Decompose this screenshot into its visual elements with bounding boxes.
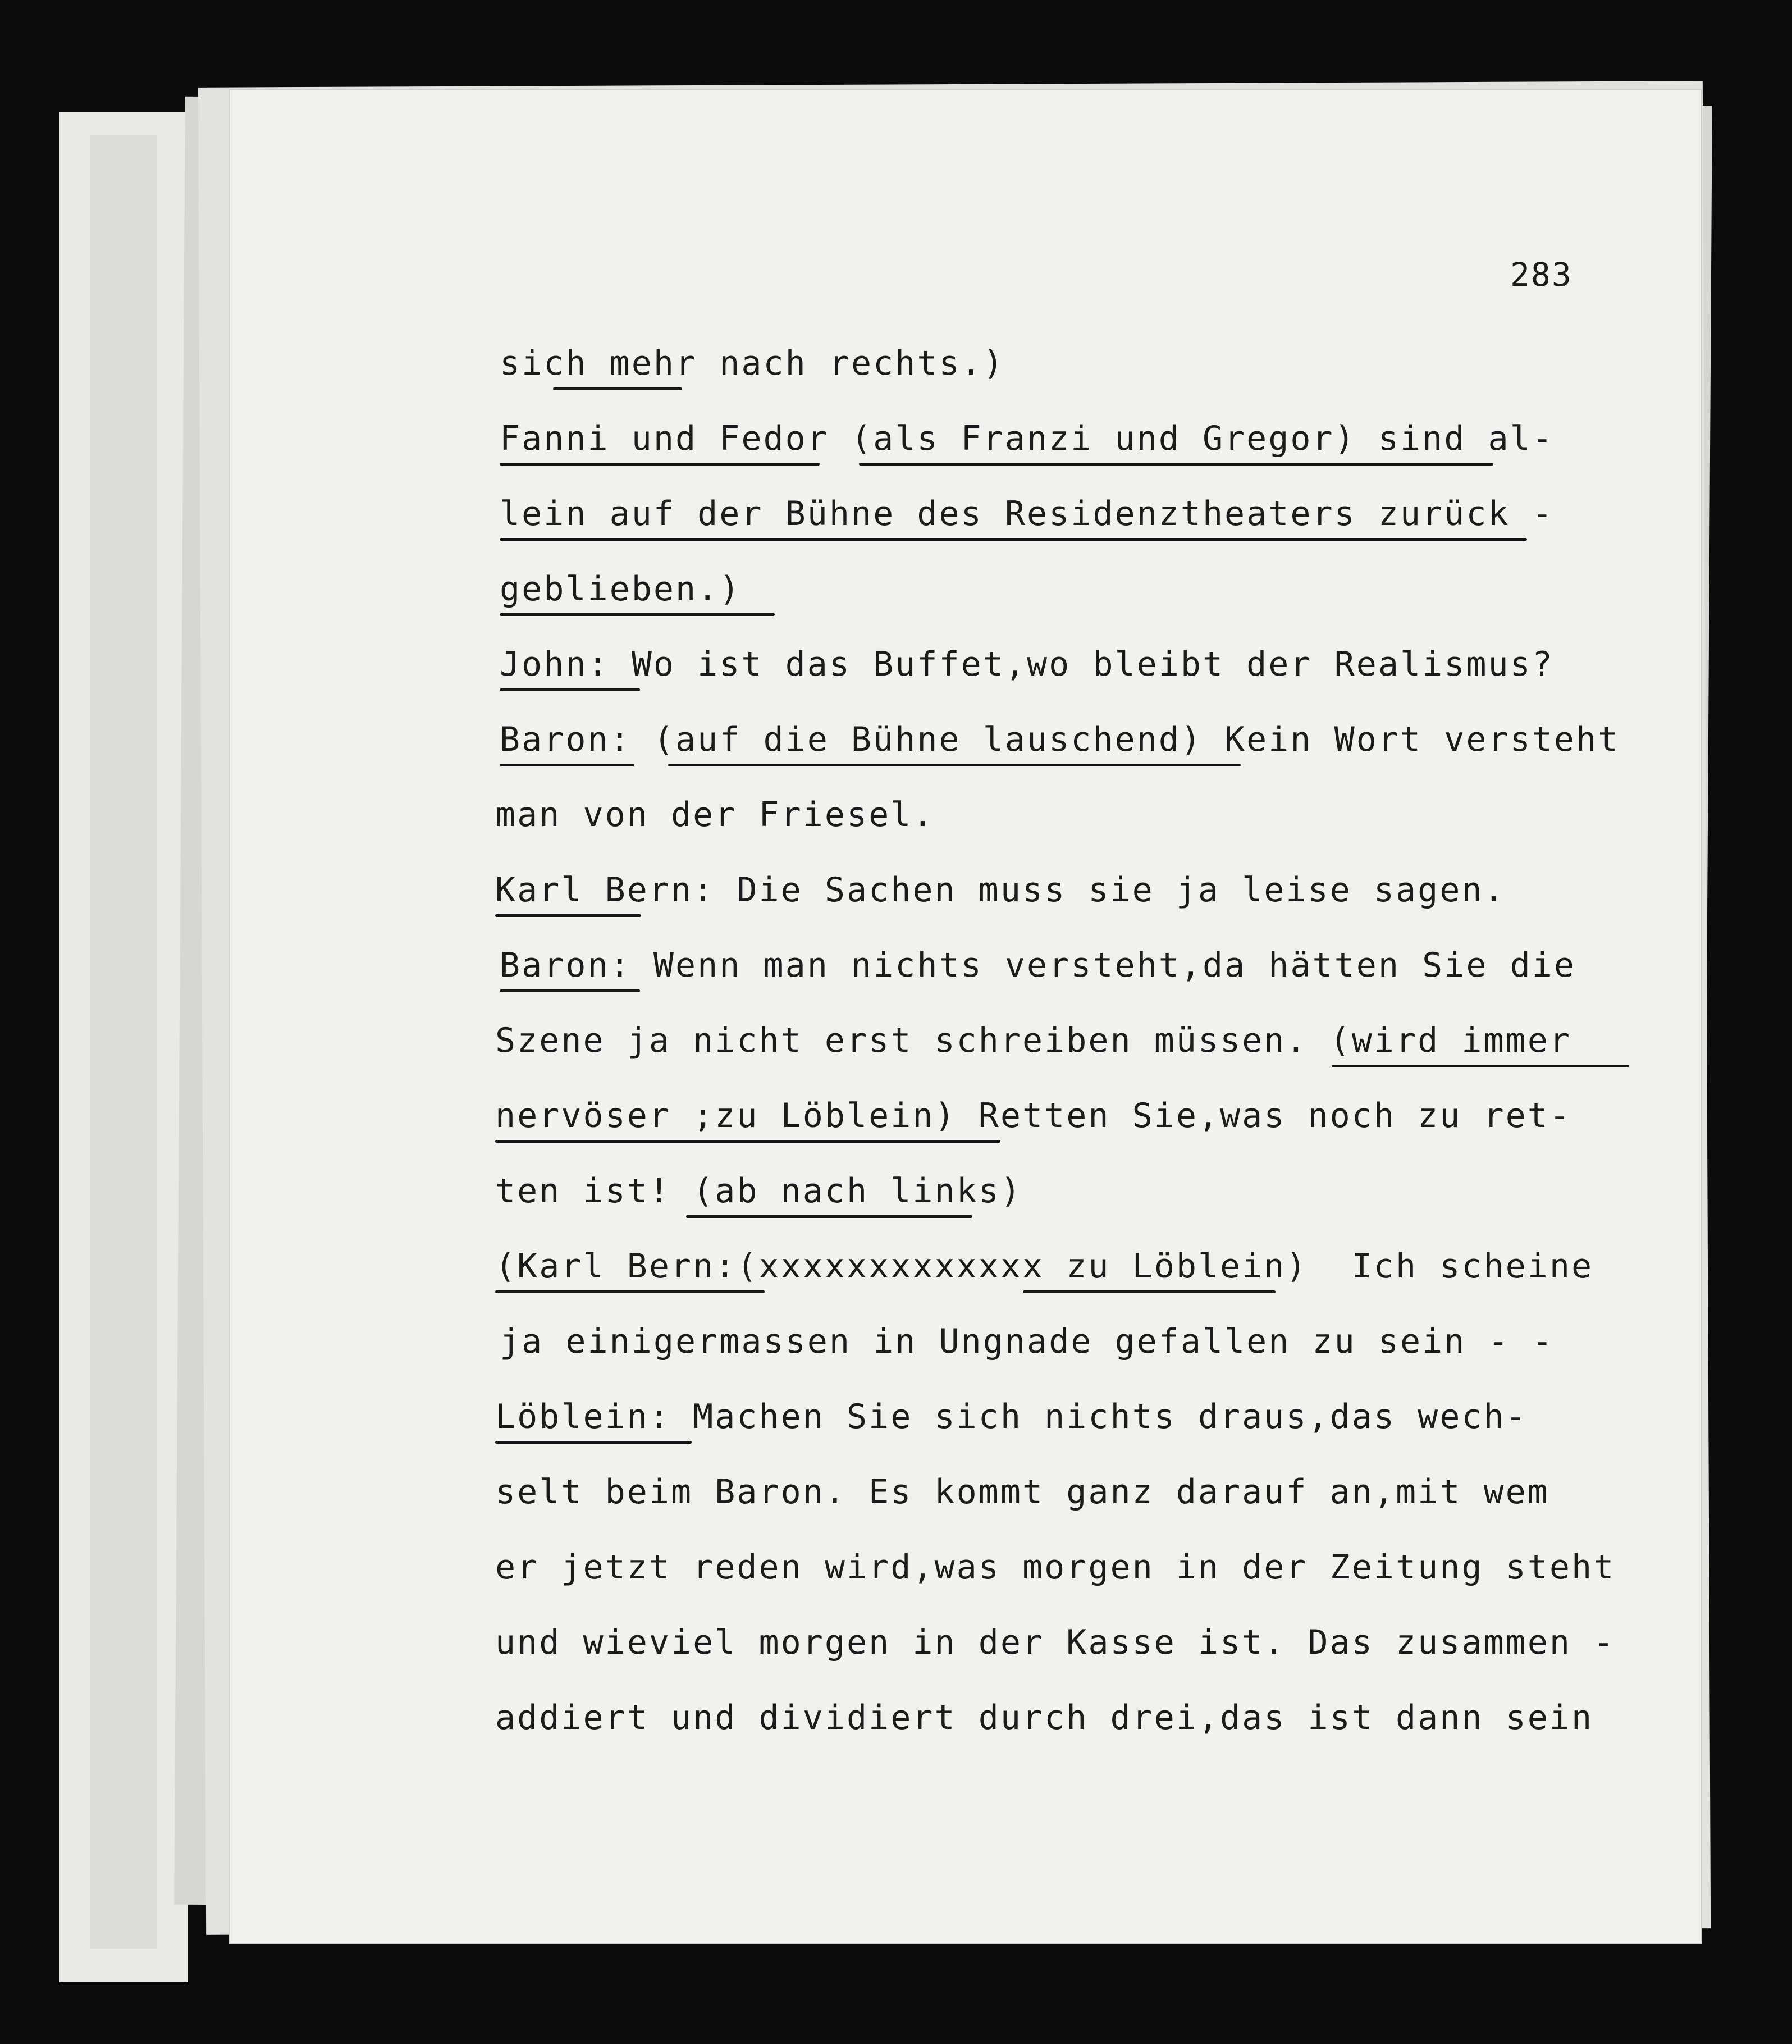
underline-mark	[686, 1215, 972, 1218]
text-line: nervöser ;zu Löblein) Retten Sie,was noch zu ret-	[495, 1078, 1690, 1153]
underline-mark	[500, 613, 775, 616]
underline-mark	[1023, 1290, 1276, 1293]
text-line: Baron: Wenn man nichts versteht,da hätten Sie die	[500, 928, 1690, 1003]
text-line: Szene ja nicht erst schreiben müssen. (wird immer	[495, 1003, 1690, 1078]
underline-mark	[500, 463, 820, 466]
underline-mark	[553, 387, 682, 390]
text-line: (Karl Bern:(xxxxxxxxxxxxx zu Löblein) Ich scheine	[495, 1229, 1690, 1304]
text-line: Karl Bern: Die Sachen muss sie ja leise sagen.	[495, 852, 1690, 928]
text-line: John: Wo ist das Buffet,wo bleibt der Realismus?	[500, 627, 1690, 702]
underline-mark	[500, 764, 634, 766]
text-line: selt beim Baron. Es kommt ganz darauf an,mit wem	[495, 1472, 1549, 1512]
page-number: 283	[1510, 256, 1572, 294]
text-line: er jetzt reden wird,was morgen in der Zeitung steht	[495, 1548, 1616, 1587]
underline-mark	[500, 688, 640, 691]
text-line: ten ist! (ab nach links)	[495, 1153, 1690, 1229]
underline-mark	[495, 1290, 765, 1293]
text-line: lein auf der Bühne des Residenztheaters zurück -	[500, 476, 1690, 551]
underline-mark	[500, 989, 640, 992]
text-line: Baron: (auf die Bühne lauschend) Kein Wort versteht	[500, 702, 1690, 777]
underline-mark	[495, 1140, 1000, 1143]
text-line: geblieben.)	[500, 551, 1690, 627]
typescript-body	[495, 326, 1690, 1755]
text-line: man von der Friesel.	[495, 795, 935, 834]
text-line: Fanni und Fedor (als Franzi und Gregor) sind al-	[500, 401, 1690, 476]
text-line: Löblein: Machen Sie sich nichts draus,das wech-	[495, 1379, 1690, 1454]
underlying-sheet-edge	[90, 135, 157, 1949]
underline-mark	[495, 1441, 692, 1444]
underline-mark	[668, 764, 1241, 766]
text-line: addiert und dividiert durch drei,das ist dann sein	[495, 1698, 1594, 1737]
text-line: sich mehr nach rechts.)	[500, 326, 1690, 401]
text-line: ja einigermassen in Ungnade gefallen zu sein - -	[500, 1322, 1554, 1361]
underline-mark	[500, 538, 1527, 541]
underline-mark	[495, 914, 641, 917]
underline-mark	[859, 463, 1493, 466]
underline-mark	[1332, 1065, 1629, 1067]
text-line: und wieviel morgen in der Kasse ist. Das zusammen -	[495, 1623, 1616, 1662]
